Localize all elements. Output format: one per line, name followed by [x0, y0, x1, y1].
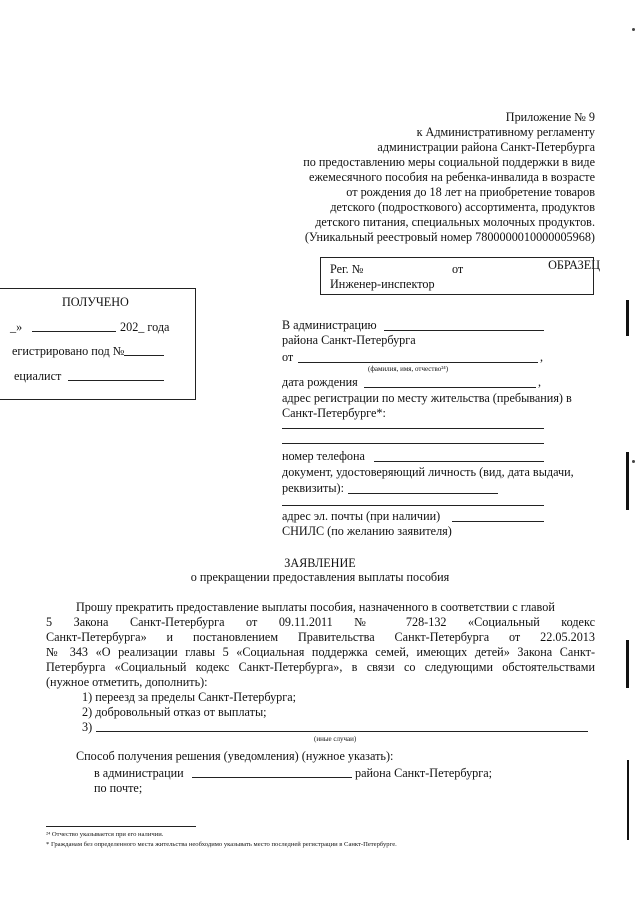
- document-label: документ, удостоверяющий личность (вид, дата выдачи,: [282, 465, 574, 479]
- registry-number: (Уникальный реестровый номер 7800000010000005968): [304, 230, 595, 244]
- fio-line: [298, 362, 538, 363]
- option-item: 3): [82, 720, 93, 734]
- paragraph-line: Петербурга «Социальный кодекс Санкт-Петербурга», в связи со следующими обстоятельствами: [46, 660, 595, 674]
- header-line: детского питания, специальных молочных продуктов.: [315, 215, 595, 229]
- address-label: адрес регистрации по месту жительства (пребывания) в: [282, 391, 572, 405]
- header-line: по предоставлению меры социальной поддержки в виде: [303, 155, 595, 169]
- header-line: администрации района Санкт-Петербурга: [377, 140, 595, 154]
- in-admin-line: [192, 777, 352, 778]
- in-admin-suffix: района Санкт-Петербурга;: [355, 766, 493, 780]
- email-label: адрес эл. почты (при наличии): [282, 509, 441, 523]
- scan-edge-mark: [626, 452, 629, 510]
- admin-line: [384, 330, 544, 331]
- received-date-suffix: 202_ года: [120, 320, 170, 334]
- address-label-2: Санкт-Петербурге*:: [282, 406, 386, 420]
- document-line-2: [282, 505, 544, 506]
- footnote: ²⁴ Отчество указывается при его наличии.: [46, 831, 164, 838]
- scan-dot: [632, 460, 635, 463]
- header-line: ежемесячного пособия на ребенка-инвалида в возрасте: [308, 170, 595, 184]
- in-admin-label: в администрации: [94, 766, 184, 780]
- address-line: [282, 428, 544, 429]
- other-cases-line: [96, 731, 588, 732]
- registered-label: егистрировано под №: [12, 344, 125, 358]
- header-line: от рождения до 18 лет на приобретение товаров: [346, 185, 595, 199]
- scan-edge-mark: [627, 760, 629, 840]
- phone-line: [374, 461, 544, 462]
- paragraph-line: (нужное отметить, дополнить):: [46, 675, 208, 689]
- specialist-line: [68, 380, 164, 381]
- paragraph-line: Прошу прекратить предоставление выплаты пособия, назначенного в соответствии с главой: [76, 600, 555, 614]
- reg-date-label: от: [452, 262, 464, 276]
- address-line: [282, 443, 544, 444]
- specialist-label: ециалист: [14, 369, 62, 383]
- reg-number-label: Рег. №: [330, 262, 364, 276]
- appendix-number: Приложение № 9: [505, 110, 595, 124]
- fio-comma: ,: [540, 350, 544, 364]
- method-label: Способ получения решения (уведомления) (нужное указать):: [76, 749, 394, 763]
- scan-edge-mark: [626, 300, 629, 336]
- document-line: [348, 493, 498, 494]
- birth-line: [364, 387, 536, 388]
- option-item: 2) добровольный отказ от выплаты;: [82, 705, 267, 719]
- sample-label: ОБРАЗЕЦ: [548, 258, 600, 272]
- scan-edge-mark: [626, 640, 629, 688]
- received-title: ПОЛУЧЕНО: [62, 295, 129, 309]
- inspector-label: Инженер-инспектор: [330, 277, 435, 291]
- paragraph-line: № 343 «О реализации главы 5 «Социальная поддержка семей, имеющих детей» Закона Санкт-: [46, 645, 595, 659]
- received-date-prefix: _»: [10, 320, 23, 334]
- header-line: к Административному регламенту: [416, 125, 595, 139]
- other-cases-hint: (иные случаи): [314, 735, 357, 743]
- document-label-2: реквизиты):: [282, 481, 344, 495]
- phone-label: номер телефона: [282, 449, 365, 463]
- statement-title: ЗАЯВЛЕНИЕ: [284, 556, 356, 570]
- paragraph-line: 5 Закона Санкт-Петербурга от 09.11.2011 № 728-132 «Социальный кодекс: [46, 615, 595, 629]
- to-admin-label: В администрацию: [282, 318, 377, 332]
- header-line: детского (подросткового) ассортимента, продуктов: [330, 200, 595, 214]
- birth-label: дата рождения: [282, 375, 358, 389]
- statement-subtitle: о прекращении предоставления выплаты пособия: [190, 570, 450, 584]
- footnote-separator: [46, 826, 196, 827]
- fio-hint: (фамилия, имя, отчество²⁴): [368, 365, 449, 373]
- scan-dot: [632, 28, 635, 31]
- registered-line: [124, 355, 164, 356]
- from-label: от: [282, 350, 294, 364]
- district-label: района Санкт-Петербурга: [282, 333, 416, 347]
- option-item: 1) переезд за пределы Санкт-Петербурга;: [82, 690, 297, 704]
- email-line: [452, 521, 544, 522]
- by-mail-label: по почте;: [94, 781, 143, 795]
- birth-comma: ,: [538, 375, 542, 389]
- received-date-line: [32, 331, 116, 332]
- footnote: * Гражданам без определенного места жительства необходимо указывать место последней регистрации в Санкт-Петербурге.: [46, 841, 397, 848]
- snils-label: СНИЛС (по желанию заявителя): [282, 524, 452, 538]
- paragraph-line: Санкт-Петербурга» и постановлением Правительства Санкт-Петербурга от 22.05.2013: [46, 630, 595, 644]
